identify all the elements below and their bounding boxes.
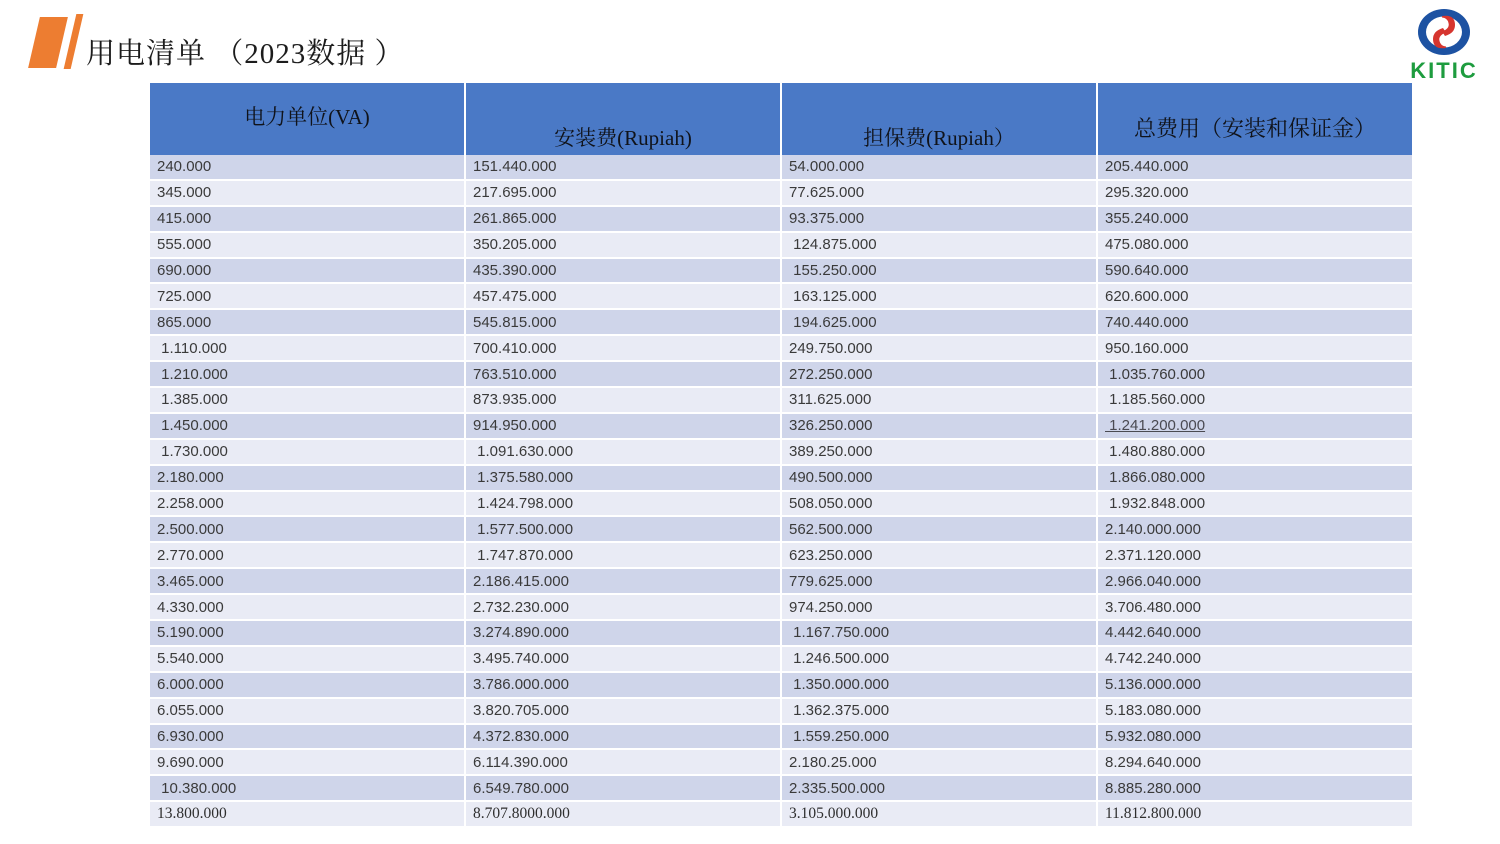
title-accent-shape xyxy=(28,17,68,68)
table-cell: 1.730.000 xyxy=(150,440,466,464)
table-row xyxy=(150,621,1412,647)
table-cell: 5.183.080.000 xyxy=(1098,699,1412,723)
table-cell: 5.932.080.000 xyxy=(1098,725,1412,749)
table-cell: 1.210.000 xyxy=(150,362,466,386)
page-title: 用电清单 （2023数据 ） xyxy=(86,38,405,70)
table-row xyxy=(150,647,1412,673)
table-cell: 6.114.390.000 xyxy=(466,750,782,774)
table-row xyxy=(150,310,1412,336)
table-row xyxy=(150,284,1412,310)
table-cell: 545.815.000 xyxy=(466,310,782,334)
table-cell: 623.250.000 xyxy=(782,543,1098,567)
table-row xyxy=(150,595,1412,621)
table-cell: 1.932.848.000 xyxy=(1098,492,1412,516)
table-cell: 5.190.000 xyxy=(150,621,466,645)
kitic-logo xyxy=(1402,4,1486,84)
table-cell: 3.465.000 xyxy=(150,569,466,593)
table-cell: 590.640.000 xyxy=(1098,259,1412,283)
column-header-installation-fee: 安装费(Rupiah) xyxy=(466,83,782,155)
table-cell: 6.549.780.000 xyxy=(466,776,782,800)
table-cell: 555.000 xyxy=(150,233,466,257)
table-row xyxy=(150,414,1412,440)
table-cell: 2.966.040.000 xyxy=(1098,569,1412,593)
table-cell: 950.160.000 xyxy=(1098,336,1412,360)
table-cell: 5.540.000 xyxy=(150,647,466,671)
table-cell: 1.110.000 xyxy=(150,336,466,360)
table-cell: 93.375.000 xyxy=(782,207,1098,231)
table-cell: 3.495.740.000 xyxy=(466,647,782,671)
table-row xyxy=(150,440,1412,466)
table-cell: 13.800.000 xyxy=(150,802,466,826)
table-row xyxy=(150,207,1412,233)
table-cell: 1.375.580.000 xyxy=(466,466,782,490)
table-cell: 11.812.800.000 xyxy=(1098,802,1412,826)
table-cell: 194.625.000 xyxy=(782,310,1098,334)
table-row xyxy=(150,466,1412,492)
table-cell: 3.706.480.000 xyxy=(1098,595,1412,619)
table-cell: 690.000 xyxy=(150,259,466,283)
table-cell: 435.390.000 xyxy=(466,259,782,283)
table-cell: 2.500.000 xyxy=(150,517,466,541)
table-cell: 700.410.000 xyxy=(466,336,782,360)
table-cell: 261.865.000 xyxy=(466,207,782,231)
table-cell: 355.240.000 xyxy=(1098,207,1412,231)
table-cell: 6.000.000 xyxy=(150,673,466,697)
table-cell: 740.440.000 xyxy=(1098,310,1412,334)
table-cell: 3.274.890.000 xyxy=(466,621,782,645)
column-header-total-cost: 总费用（安装和保证金） xyxy=(1098,83,1412,155)
table-row xyxy=(150,362,1412,388)
table-cell: 1.385.000 xyxy=(150,388,466,412)
table-cell: 163.125.000 xyxy=(782,284,1098,308)
table-cell: 240.000 xyxy=(150,155,466,179)
table-row xyxy=(150,725,1412,751)
table-row xyxy=(150,259,1412,285)
table-cell: 1.350.000.000 xyxy=(782,673,1098,697)
table-cell: 763.510.000 xyxy=(466,362,782,386)
table-cell: 2.258.000 xyxy=(150,492,466,516)
table-row xyxy=(150,181,1412,207)
table-cell: 1.747.870.000 xyxy=(466,543,782,567)
table-cell: 1.362.375.000 xyxy=(782,699,1098,723)
table-cell: 1.091.630.000 xyxy=(466,440,782,464)
table-cell: 205.440.000 xyxy=(1098,155,1412,179)
table-row xyxy=(150,699,1412,725)
table-cell: 311.625.000 xyxy=(782,388,1098,412)
table-cell: 1.424.798.000 xyxy=(466,492,782,516)
table-cell: 1.035.760.000 xyxy=(1098,362,1412,386)
table-cell: 345.000 xyxy=(150,181,466,205)
table-cell: 8.707.8000.000 xyxy=(466,802,782,826)
table-cell: 54.000.000 xyxy=(782,155,1098,179)
table-row xyxy=(150,776,1412,802)
table-cell: 4.442.640.000 xyxy=(1098,621,1412,645)
table-cell: 974.250.000 xyxy=(782,595,1098,619)
table-cell: 457.475.000 xyxy=(466,284,782,308)
table-cell: 6.930.000 xyxy=(150,725,466,749)
table-cell: 620.600.000 xyxy=(1098,284,1412,308)
table-cell: 873.935.000 xyxy=(466,388,782,412)
table-row xyxy=(150,543,1412,569)
table-row xyxy=(150,673,1412,699)
table-cell: 3.820.705.000 xyxy=(466,699,782,723)
table-cell: 1.480.880.000 xyxy=(1098,440,1412,464)
table-cell: 2.335.500.000 xyxy=(782,776,1098,800)
table-cell: 1.866.080.000 xyxy=(1098,466,1412,490)
table-cell: 272.250.000 xyxy=(782,362,1098,386)
table-cell: 3.105.000.000 xyxy=(782,802,1098,826)
table-cell: 4.330.000 xyxy=(150,595,466,619)
column-header-power-unit: 电力单位(VA) xyxy=(150,83,466,155)
table-cell: 5.136.000.000 xyxy=(1098,673,1412,697)
table-cell: 4.372.830.000 xyxy=(466,725,782,749)
table-cell: 2.732.230.000 xyxy=(466,595,782,619)
table-cell: 124.875.000 xyxy=(782,233,1098,257)
table-cell: 389.250.000 xyxy=(782,440,1098,464)
table-row xyxy=(150,802,1412,826)
table-cell: 562.500.000 xyxy=(782,517,1098,541)
table-cell: 155.250.000 xyxy=(782,259,1098,283)
table-cell: 2.770.000 xyxy=(150,543,466,567)
table-cell: 217.695.000 xyxy=(466,181,782,205)
table-cell: 508.050.000 xyxy=(782,492,1098,516)
table-cell: 2.186.415.000 xyxy=(466,569,782,593)
table-row xyxy=(150,569,1412,595)
table-cell: 8.885.280.000 xyxy=(1098,776,1412,800)
table-cell: 9.690.000 xyxy=(150,750,466,774)
table-cell: 1.167.750.000 xyxy=(782,621,1098,645)
table-cell: 865.000 xyxy=(150,310,466,334)
table-cell: 151.440.000 xyxy=(466,155,782,179)
table-row xyxy=(150,155,1412,181)
table-cell: 2.180.000 xyxy=(150,466,466,490)
kitic-logo-icon xyxy=(1415,4,1473,60)
table-row xyxy=(150,492,1412,518)
table-cell: 2.371.120.000 xyxy=(1098,543,1412,567)
kitic-logo-text: KITIC xyxy=(1410,58,1478,83)
table-header-row xyxy=(150,83,1412,155)
table-cell: 1.241.200.000 xyxy=(1098,414,1412,438)
table-row xyxy=(150,750,1412,776)
table-row xyxy=(150,388,1412,414)
table-cell: 295.320.000 xyxy=(1098,181,1412,205)
table-cell: 1.185.560.000 xyxy=(1098,388,1412,412)
table-cell: 6.055.000 xyxy=(150,699,466,723)
table-cell: 249.750.000 xyxy=(782,336,1098,360)
table-cell: 914.950.000 xyxy=(466,414,782,438)
column-header-guarantee-fee: 担保费(Rupiah） xyxy=(782,83,1098,155)
table-cell: 475.080.000 xyxy=(1098,233,1412,257)
table-row xyxy=(150,233,1412,259)
table-cell: 1.559.250.000 xyxy=(782,725,1098,749)
table-cell: 1.577.500.000 xyxy=(466,517,782,541)
table-cell: 415.000 xyxy=(150,207,466,231)
table-cell: 4.742.240.000 xyxy=(1098,647,1412,671)
table-row xyxy=(150,517,1412,543)
table-row xyxy=(150,336,1412,362)
table-cell: 725.000 xyxy=(150,284,466,308)
table-cell: 326.250.000 xyxy=(782,414,1098,438)
table-cell: 779.625.000 xyxy=(782,569,1098,593)
table-cell: 350.205.000 xyxy=(466,233,782,257)
table-cell: 77.625.000 xyxy=(782,181,1098,205)
table-cell: 8.294.640.000 xyxy=(1098,750,1412,774)
table-cell: 1.246.500.000 xyxy=(782,647,1098,671)
table-cell: 2.140.000.000 xyxy=(1098,517,1412,541)
table-cell: 10.380.000 xyxy=(150,776,466,800)
table-cell: 2.180.25.000 xyxy=(782,750,1098,774)
table-body xyxy=(150,155,1412,826)
table-cell: 3.786.000.000 xyxy=(466,673,782,697)
electricity-cost-table xyxy=(150,83,1412,826)
table-cell: 490.500.000 xyxy=(782,466,1098,490)
table-cell: 1.450.000 xyxy=(150,414,466,438)
